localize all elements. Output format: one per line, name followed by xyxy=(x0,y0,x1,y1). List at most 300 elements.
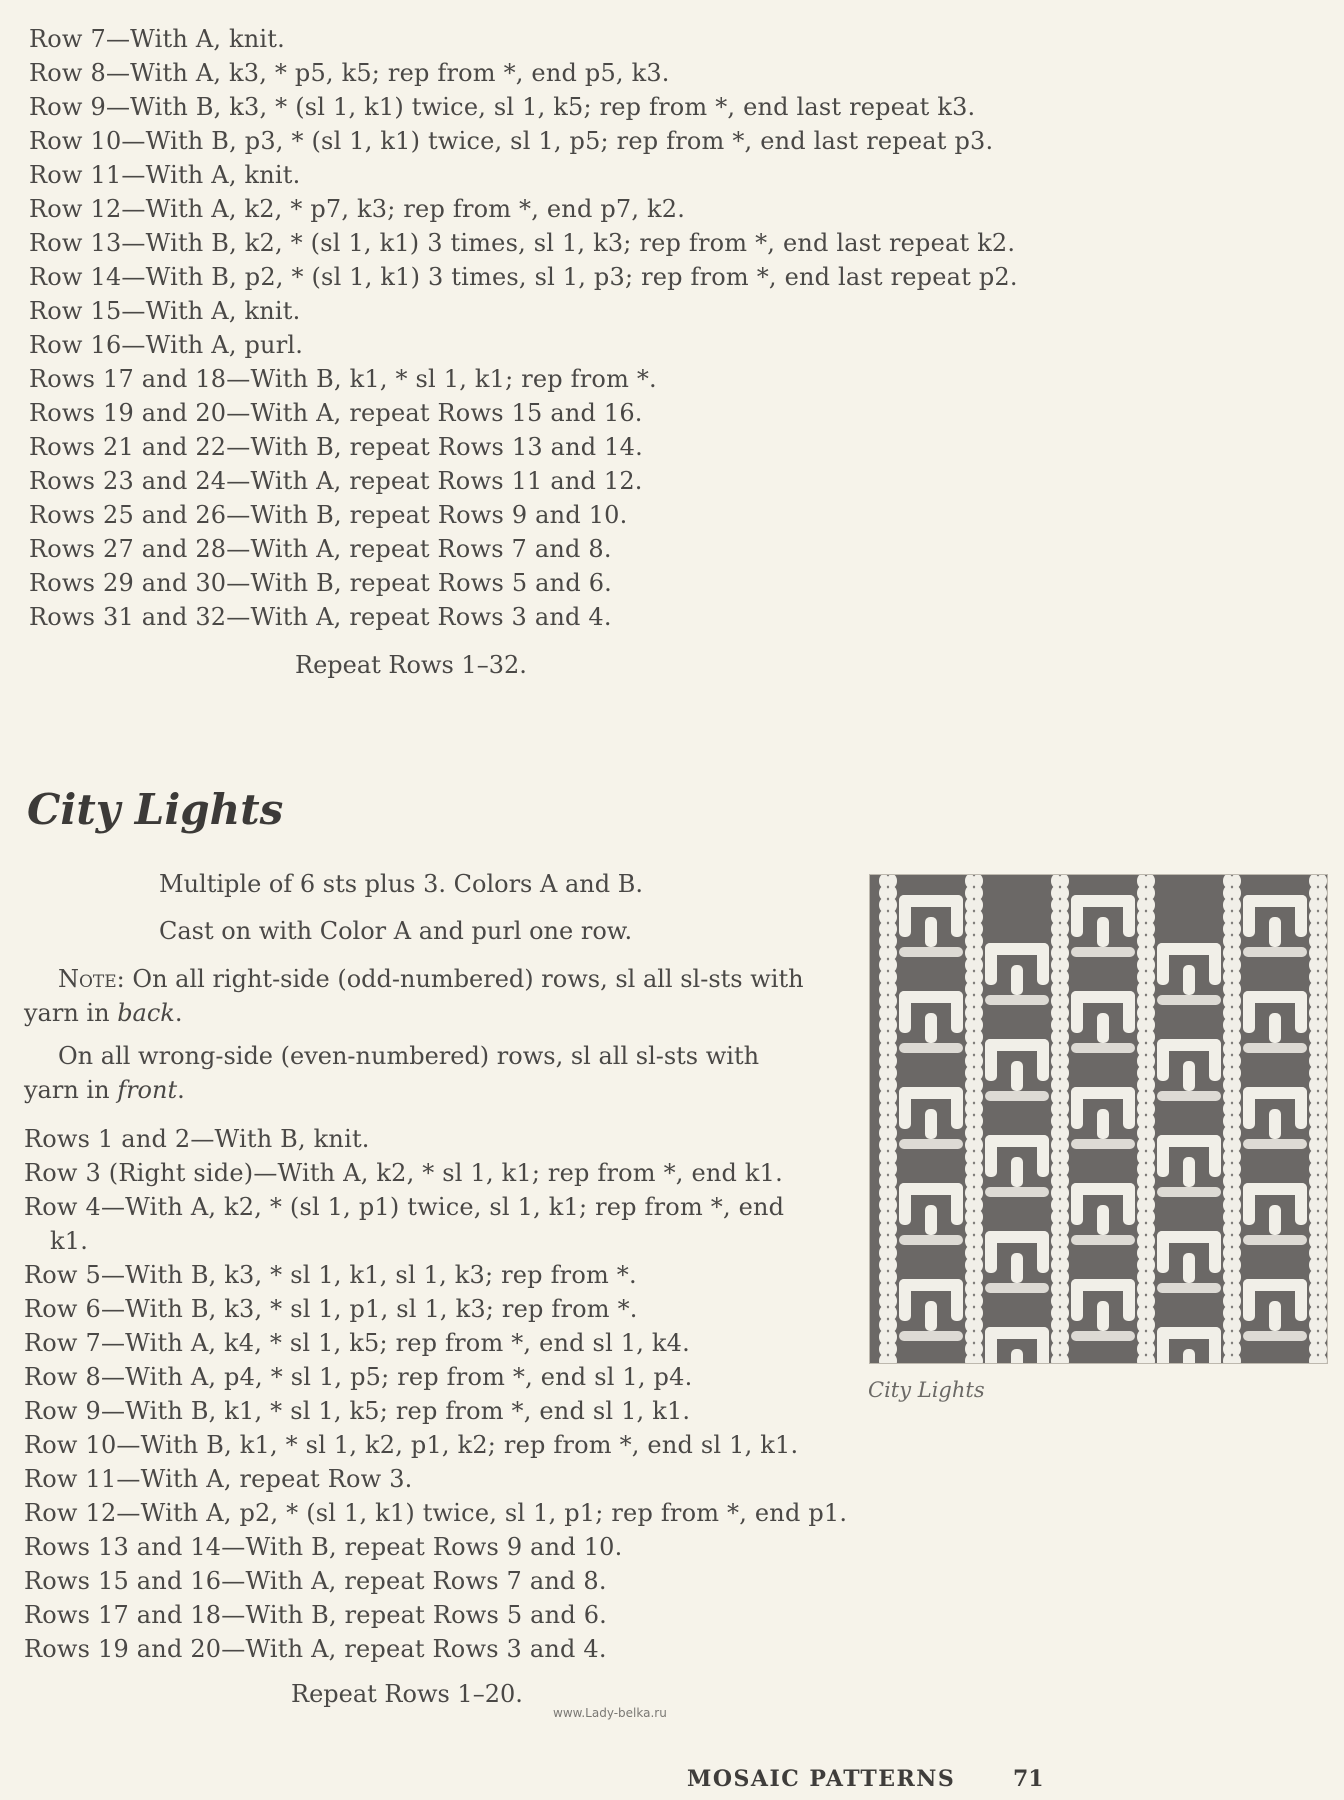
motif-stitch xyxy=(925,917,937,947)
rib-stitch xyxy=(973,1138,983,1152)
rib-stitch xyxy=(1145,1318,1155,1332)
instruction-row: Row 7—With A, k4, * sl 1, k5; rep from *, end sl 1, k4. xyxy=(24,1329,690,1357)
rib-stitch xyxy=(887,934,897,948)
motif-stitch xyxy=(1037,1039,1049,1081)
rib-stitch xyxy=(1145,886,1155,900)
rib-stitch xyxy=(887,1318,897,1332)
motif-stitch xyxy=(1209,1135,1221,1177)
rib-stitch xyxy=(1317,994,1327,1008)
page-number: 71 xyxy=(1013,1766,1044,1792)
motif-stitch xyxy=(1243,1235,1307,1245)
rib-stitch xyxy=(1317,1306,1327,1320)
rib-stitch xyxy=(1145,1102,1155,1116)
rib-stitch xyxy=(1145,1030,1155,1044)
rib-stitch xyxy=(1059,1342,1069,1356)
rib-stitch xyxy=(1231,1006,1241,1020)
rib-stitch xyxy=(1317,1210,1327,1224)
motif-stitch xyxy=(951,1183,963,1225)
rib-stitch xyxy=(1145,1282,1155,1296)
rib-stitch xyxy=(1059,1090,1069,1104)
rib-stitch xyxy=(1059,1294,1069,1308)
rib-stitch xyxy=(887,1114,897,1128)
motif-stitch xyxy=(1157,1231,1169,1273)
rib-stitch xyxy=(973,1090,983,1104)
rib-stitch xyxy=(1145,1306,1155,1320)
rib-stitch xyxy=(1059,1186,1069,1200)
motif-stitch xyxy=(925,1301,937,1331)
motif-stitch xyxy=(925,1109,937,1139)
instruction-row: Row 9—With B, k1, * sl 1, k5; rep from *, end sl 1, k1. xyxy=(24,1397,691,1425)
motif-stitch xyxy=(1011,1349,1023,1363)
motif-stitch xyxy=(899,1139,963,1149)
instruction-row: Rows 19 and 20—With A, repeat Rows 3 and 4. xyxy=(24,1635,607,1663)
rib-stitch xyxy=(1231,1342,1241,1356)
motif-stitch xyxy=(1243,1087,1255,1129)
motif-stitch xyxy=(1243,1279,1255,1321)
motif-stitch xyxy=(1243,1183,1255,1225)
rib-stitch xyxy=(1231,1186,1241,1200)
motif-stitch xyxy=(1097,917,1109,947)
instruction-row: Row 14—With B, p2, * (sl 1, k1) 3 times, sl 1, p3; rep from *, end last repeat p2. xyxy=(29,263,1018,291)
motif-stitch xyxy=(1295,1087,1307,1129)
rib-stitch xyxy=(973,934,983,948)
motif-stitch xyxy=(1295,895,1307,937)
motif-stitch xyxy=(899,1087,911,1129)
motif-stitch xyxy=(899,1235,963,1245)
rib-stitch xyxy=(887,1222,897,1236)
instruction-row: Row 9—With B, k3, * (sl 1, k1) twice, sl 1, k5; rep from *, end last repeat k3. xyxy=(29,93,976,121)
rib-stitch xyxy=(1231,1234,1241,1248)
rib-stitch xyxy=(1231,1282,1241,1296)
rib-stitch xyxy=(1317,1114,1327,1128)
instruction-row: Row 12—With A, k2, * p7, k3; rep from *, end p7, k2. xyxy=(29,195,686,223)
rib-stitch xyxy=(973,1222,983,1236)
motif-stitch xyxy=(1071,1235,1135,1245)
motif-stitch xyxy=(1071,1139,1135,1149)
photo-caption: City Lights xyxy=(868,1378,985,1402)
rib-stitch xyxy=(887,1078,897,1092)
rib-stitch xyxy=(1231,1306,1241,1320)
rib-stitch xyxy=(973,1018,983,1032)
motif-stitch xyxy=(1183,1157,1195,1187)
motif-stitch xyxy=(1183,1253,1195,1283)
rib-stitch xyxy=(1231,1114,1241,1128)
motif-stitch xyxy=(985,1231,997,1273)
rib-stitch xyxy=(1317,1282,1327,1296)
rib-stitch xyxy=(973,1102,983,1116)
rib-stitch xyxy=(1317,1198,1327,1212)
rib-stitch xyxy=(1317,1078,1327,1092)
rib-stitch xyxy=(1145,910,1155,924)
rib-stitch xyxy=(973,1174,983,1188)
rib-stitch xyxy=(973,1210,983,1224)
rib-stitch xyxy=(1231,1318,1241,1332)
motif-stitch xyxy=(1011,1061,1023,1091)
motif-stitch xyxy=(1071,895,1083,937)
rib-stitch xyxy=(887,922,897,936)
rib-stitch xyxy=(1317,1150,1327,1164)
motif-stitch xyxy=(1123,991,1135,1033)
instruction-row: Rows 17 and 18—With B, repeat Rows 5 and 6. xyxy=(24,1601,608,1629)
rib-stitch xyxy=(1145,1018,1155,1032)
rib-stitch xyxy=(1145,1246,1155,1260)
rib-stitch xyxy=(973,898,983,912)
rib-stitch xyxy=(1317,1174,1327,1188)
instruction-row: Rows 23 and 24—With A, repeat Rows 11 and 12. xyxy=(29,467,643,495)
motif-stitch xyxy=(899,991,911,1033)
motif-stitch xyxy=(1037,1231,1049,1273)
rib-stitch xyxy=(887,1198,897,1212)
rib-stitch xyxy=(887,1138,897,1152)
rib-stitch xyxy=(973,922,983,936)
motif-stitch xyxy=(1157,1091,1221,1101)
rib-stitch xyxy=(1231,1162,1241,1176)
rib-stitch xyxy=(887,994,897,1008)
rib-stitch xyxy=(1317,982,1327,996)
rib-stitch xyxy=(1317,1234,1327,1248)
motif-stitch xyxy=(1295,1279,1307,1321)
rib-stitch xyxy=(973,994,983,1008)
instruction-row: Row 7—With A, knit. xyxy=(29,25,285,53)
rib-stitch xyxy=(1231,898,1241,912)
rib-stitch xyxy=(1231,1258,1241,1272)
instruction-row: Row 11—With A, repeat Row 3. xyxy=(24,1465,413,1493)
note-text: On all right-side (odd-numbered) rows, sl all sl-sts with yarn in xyxy=(24,965,804,1027)
rib-stitch xyxy=(1059,994,1069,1008)
rib-stitch xyxy=(1317,1042,1327,1056)
rib-stitch xyxy=(1145,1066,1155,1080)
rib-stitch xyxy=(1317,1270,1327,1284)
rib-stitch xyxy=(1145,958,1155,972)
motif-stitch xyxy=(1157,1283,1221,1293)
instruction-row: Rows 31 and 32—With A, repeat Rows 3 and 4. xyxy=(29,603,612,631)
instruction-row: Row 5—With B, k3, * sl 1, k1, sl 1, k3; rep from *. xyxy=(24,1261,637,1289)
motif-stitch xyxy=(951,895,963,937)
motif-stitch xyxy=(985,943,997,985)
rib-stitch xyxy=(973,910,983,924)
rib-stitch xyxy=(1145,1198,1155,1212)
rib-stitch xyxy=(1145,1006,1155,1020)
instruction-row: Rows 25 and 26—With B, repeat Rows 9 and 10. xyxy=(29,501,628,529)
rib-stitch xyxy=(887,898,897,912)
instruction-row: Rows 1 and 2—With B, knit. xyxy=(24,1125,370,1153)
rib-stitch xyxy=(1059,1030,1069,1044)
instruction-row: Rows 15 and 16—With A, repeat Rows 7 and 8. xyxy=(24,1567,607,1595)
instruction-row: Row 16—With A, purl. xyxy=(29,331,304,359)
rib-stitch xyxy=(1145,1234,1155,1248)
motif-stitch xyxy=(1071,947,1135,957)
rib-stitch xyxy=(1231,1270,1241,1284)
motif-stitch xyxy=(1209,1231,1221,1273)
rib-stitch xyxy=(1059,898,1069,912)
rib-stitch xyxy=(1059,1138,1069,1152)
motif-stitch xyxy=(1157,943,1169,985)
motif-stitch xyxy=(1071,1183,1083,1225)
rib-stitch xyxy=(1317,886,1327,900)
motif-stitch xyxy=(985,1283,1049,1293)
pattern-title: City Lights xyxy=(27,785,284,834)
motif-stitch xyxy=(985,1039,997,1081)
motif-stitch xyxy=(899,1183,911,1225)
rib-stitch xyxy=(973,1162,983,1176)
motif-stitch xyxy=(1243,991,1255,1033)
instruction-row: Rows 27 and 28—With A, repeat Rows 7 and 8. xyxy=(29,535,612,563)
rib-stitch xyxy=(1317,1318,1327,1332)
rib-stitch xyxy=(1059,1006,1069,1020)
rib-stitch xyxy=(1231,1030,1241,1044)
rib-stitch xyxy=(973,1150,983,1164)
rib-stitch xyxy=(1145,1186,1155,1200)
rib-stitch xyxy=(973,946,983,960)
instruction-row: Rows 29 and 30—With B, repeat Rows 5 and 6. xyxy=(29,569,613,597)
instruction-row: Rows 19 and 20—With A, repeat Rows 15 and 16. xyxy=(29,399,643,427)
rib-stitch xyxy=(1231,946,1241,960)
motif-stitch xyxy=(1011,1157,1023,1187)
rib-stitch xyxy=(887,958,897,972)
motif-stitch xyxy=(951,1279,963,1321)
rib-stitch xyxy=(1145,1150,1155,1164)
motif-stitch xyxy=(985,1135,997,1177)
rib-stitch xyxy=(1145,946,1155,960)
rib-stitch xyxy=(1145,970,1155,984)
rib-stitch xyxy=(973,1342,983,1356)
rib-stitch xyxy=(1231,1090,1241,1104)
motif-stitch xyxy=(1183,965,1195,995)
rib-stitch xyxy=(1231,970,1241,984)
rib-stitch xyxy=(1145,922,1155,936)
motif-stitch xyxy=(1157,1135,1169,1177)
rib-stitch xyxy=(1317,946,1327,960)
rib-stitch xyxy=(887,1282,897,1296)
rib-stitch xyxy=(1059,1054,1069,1068)
rib-stitch xyxy=(1231,1246,1241,1260)
rib-stitch xyxy=(1059,922,1069,936)
rib-stitch xyxy=(887,886,897,900)
motif-stitch xyxy=(1269,1109,1281,1139)
rib-stitch xyxy=(1145,1174,1155,1188)
motif-stitch xyxy=(1071,1331,1135,1341)
rib-stitch xyxy=(1145,1270,1155,1284)
rib-stitch xyxy=(1145,982,1155,996)
rib-stitch xyxy=(887,1054,897,1068)
motif-stitch xyxy=(899,1043,963,1053)
rib-stitch xyxy=(973,1186,983,1200)
rib-stitch xyxy=(1145,1090,1155,1104)
motif-stitch xyxy=(1071,1087,1083,1129)
instruction-row: Row 4—With A, k2, * (sl 1, p1) twice, sl 1, k1; rep from *, end xyxy=(24,1193,785,1221)
motif-stitch xyxy=(1123,1087,1135,1129)
rib-stitch xyxy=(1059,910,1069,924)
instruction-row: Row 3 (Right side)—With A, k2, * sl 1, k1; rep from *, end k1. xyxy=(24,1159,783,1187)
rib-stitch xyxy=(1231,1222,1241,1236)
rib-stitch xyxy=(1231,886,1241,900)
rib-stitch xyxy=(1317,1186,1327,1200)
cast-on-line: Cast on with Color A and purl one row. xyxy=(159,917,633,945)
rib-stitch xyxy=(1145,1210,1155,1224)
rib-stitch xyxy=(887,1270,897,1284)
rib-stitch xyxy=(1231,1066,1241,1080)
rib-stitch xyxy=(1231,1042,1241,1056)
rib-stitch xyxy=(1145,1294,1155,1308)
rib-stitch xyxy=(1231,1018,1241,1032)
motif-stitch xyxy=(1183,1349,1195,1363)
note-emphasis: back xyxy=(117,999,175,1027)
rib-stitch xyxy=(1317,1066,1327,1080)
rib-stitch xyxy=(973,1054,983,1068)
rib-stitch xyxy=(1231,1138,1241,1152)
motif-stitch xyxy=(1071,1043,1135,1053)
rib-stitch xyxy=(973,1234,983,1248)
rib-stitch xyxy=(1231,994,1241,1008)
rib-stitch xyxy=(1231,1198,1241,1212)
motif-stitch xyxy=(1295,991,1307,1033)
rib-stitch xyxy=(887,1174,897,1188)
rib-stitch xyxy=(1317,1054,1327,1068)
rib-stitch xyxy=(973,1114,983,1128)
rib-stitch xyxy=(1145,1342,1155,1356)
rib-stitch xyxy=(973,1246,983,1260)
rib-stitch xyxy=(1059,958,1069,972)
motif-stitch xyxy=(985,1091,1049,1101)
rib-stitch xyxy=(1317,922,1327,936)
motif-stitch xyxy=(951,991,963,1033)
rib-stitch xyxy=(887,1042,897,1056)
motif-stitch xyxy=(1037,1327,1049,1363)
rib-stitch xyxy=(1059,946,1069,960)
rib-stitch xyxy=(973,1126,983,1140)
rib-stitch xyxy=(973,886,983,900)
watermark-url: www.Lady-belka.ru xyxy=(553,1706,667,1720)
city-lights-rows xyxy=(24,1124,847,1668)
rib-stitch xyxy=(887,1030,897,1044)
swatch-image xyxy=(870,875,1327,1363)
instruction-row: Rows 13 and 14—With B, repeat Rows 9 and 10. xyxy=(24,1533,623,1561)
motif-stitch xyxy=(1071,1279,1083,1321)
rib-stitch xyxy=(887,970,897,984)
rib-stitch xyxy=(1317,1222,1327,1236)
rib-stitch xyxy=(973,958,983,972)
rib-stitch xyxy=(1317,1330,1327,1344)
motif-stitch xyxy=(899,1331,963,1341)
motif-stitch xyxy=(1097,1205,1109,1235)
rib-stitch xyxy=(887,1246,897,1260)
motif-stitch xyxy=(1209,1327,1221,1363)
rib-stitch xyxy=(973,982,983,996)
motif-stitch xyxy=(1011,1253,1023,1283)
rib-stitch xyxy=(887,1102,897,1116)
motif-stitch xyxy=(1123,1183,1135,1225)
rib-stitch xyxy=(1231,1126,1241,1140)
rib-stitch xyxy=(1059,1318,1069,1332)
rib-stitch xyxy=(973,1006,983,1020)
motif-stitch xyxy=(899,1279,911,1321)
rib-stitch xyxy=(1145,898,1155,912)
rib-stitch xyxy=(1059,1330,1069,1344)
rib-stitch xyxy=(1317,1162,1327,1176)
motif-stitch xyxy=(1183,1061,1195,1091)
rib-stitch xyxy=(1317,898,1327,912)
rib-stitch xyxy=(1059,1078,1069,1092)
rib-stitch xyxy=(1317,1342,1327,1356)
rib-stitch xyxy=(1317,1030,1327,1044)
motif-stitch xyxy=(985,1327,997,1363)
rib-stitch xyxy=(1059,934,1069,948)
rib-stitch xyxy=(973,1042,983,1056)
rib-stitch xyxy=(1317,934,1327,948)
rib-stitch xyxy=(1059,1114,1069,1128)
motif-stitch xyxy=(1037,943,1049,985)
rib-stitch xyxy=(1059,1102,1069,1116)
motif-stitch xyxy=(1209,943,1221,985)
rib-stitch xyxy=(1231,1294,1241,1308)
rib-stitch xyxy=(1059,1162,1069,1176)
rib-stitch xyxy=(1145,1114,1155,1128)
rib-stitch xyxy=(1145,1078,1155,1092)
rib-stitch xyxy=(973,1294,983,1308)
rib-stitch xyxy=(1145,994,1155,1008)
rib-stitch xyxy=(1231,934,1241,948)
ws-emphasis: front xyxy=(117,1076,178,1104)
rib-stitch xyxy=(887,1294,897,1308)
rib-stitch xyxy=(1145,1162,1155,1176)
motif-stitch xyxy=(1209,1039,1221,1081)
rib-stitch xyxy=(1231,1330,1241,1344)
instruction-row: Rows 21 and 22—With B, repeat Rows 13 and 14. xyxy=(29,433,643,461)
rib-stitch xyxy=(1059,1306,1069,1320)
rib-stitch xyxy=(887,1090,897,1104)
rib-stitch xyxy=(887,1150,897,1164)
rib-stitch xyxy=(973,1078,983,1092)
rib-stitch xyxy=(1231,1054,1241,1068)
rib-stitch xyxy=(1231,1078,1241,1092)
rib-stitch xyxy=(1059,970,1069,984)
rib-stitch xyxy=(973,970,983,984)
instruction-row: Row 6—With B, k3, * sl 1, p1, sl 1, k3; rep from *. xyxy=(24,1295,638,1323)
motif-stitch xyxy=(985,995,1049,1005)
rib-stitch xyxy=(1145,1222,1155,1236)
rib-stitch xyxy=(1059,886,1069,900)
motif-stitch xyxy=(899,947,963,957)
rib-stitch xyxy=(1231,922,1241,936)
rib-stitch xyxy=(1317,1018,1327,1032)
note-paragraph xyxy=(24,962,804,1030)
motif-stitch xyxy=(1295,1183,1307,1225)
motif-stitch xyxy=(1243,1331,1307,1341)
rib-stitch xyxy=(1059,1042,1069,1056)
rib-stitch xyxy=(887,1258,897,1272)
motif-stitch xyxy=(1269,1301,1281,1331)
rib-stitch xyxy=(887,1342,897,1356)
rib-stitch xyxy=(1317,958,1327,972)
rib-stitch xyxy=(887,1018,897,1032)
instruction-row: Row 10—With B, p3, * (sl 1, k1) twice, sl 1, p5; rep from *, end last repeat p3. xyxy=(29,127,994,155)
instruction-row: Row 8—With A, k3, * p5, k5; rep from *, end p5, k3. xyxy=(29,59,670,87)
rib-stitch xyxy=(1317,1246,1327,1260)
rib-stitch xyxy=(1059,1258,1069,1272)
rib-stitch xyxy=(1059,1150,1069,1164)
instruction-row: Row 15—With A, knit. xyxy=(29,297,301,325)
rib-stitch xyxy=(887,1186,897,1200)
rib-stitch xyxy=(1317,1006,1327,1020)
rib-stitch xyxy=(1145,1054,1155,1068)
rib-stitch xyxy=(1231,1150,1241,1164)
rib-stitch xyxy=(1231,1174,1241,1188)
running-footer: MOSAIC PATTERNS xyxy=(687,1766,956,1792)
rib-stitch xyxy=(1317,1258,1327,1272)
motif-stitch xyxy=(1157,1039,1169,1081)
motif-stitch xyxy=(925,1205,937,1235)
rib-stitch xyxy=(973,1318,983,1332)
